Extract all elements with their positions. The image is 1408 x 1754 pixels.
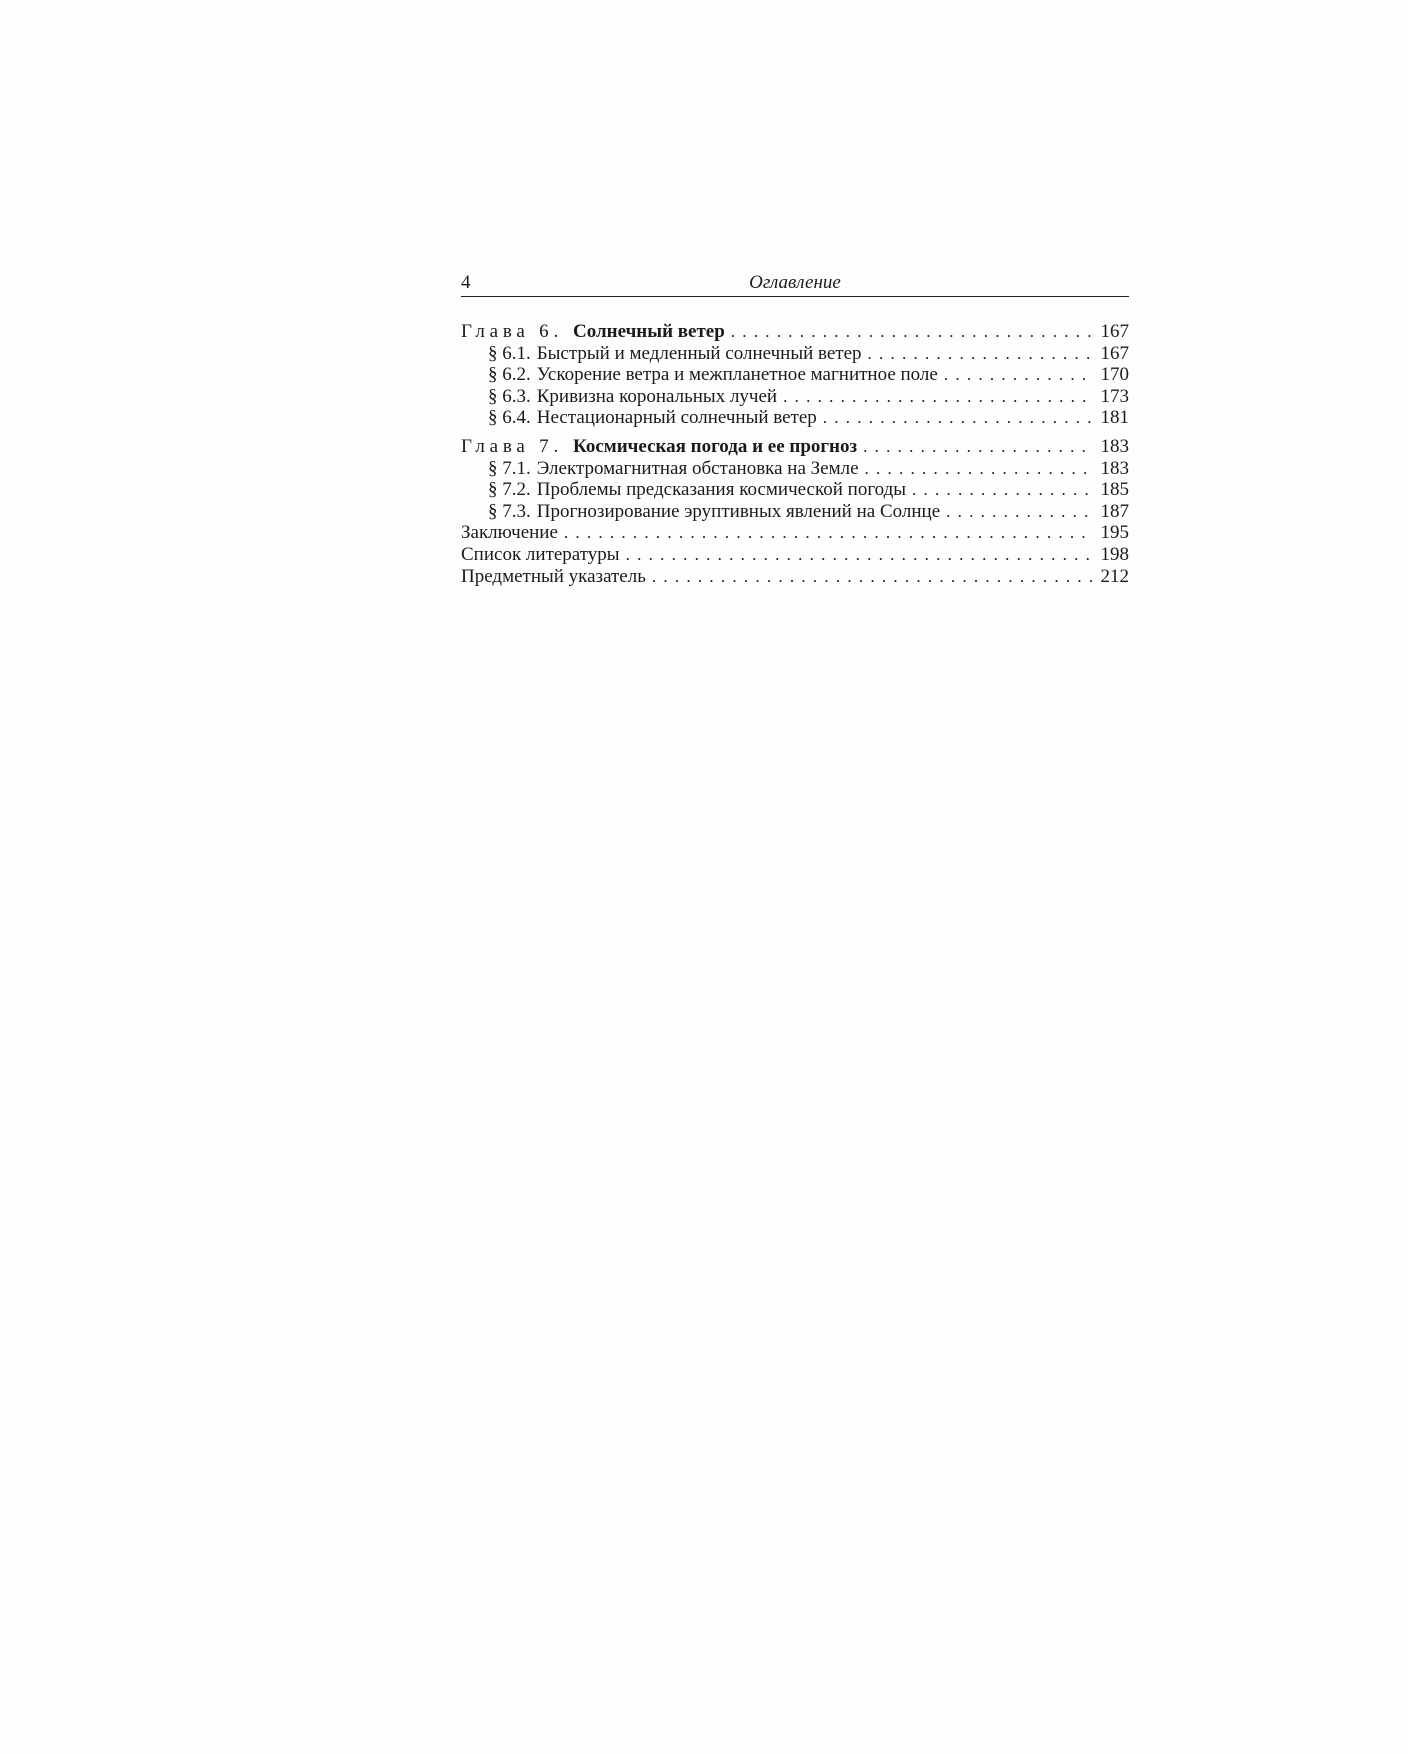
page-ref: 187 [1100, 500, 1129, 522]
dot-leader [731, 321, 1093, 343]
toc-references[interactable] [461, 544, 1129, 566]
section-number: § 6.3. [488, 385, 531, 407]
toc-section-7-3[interactable] [461, 501, 1129, 523]
page-ref: 183 [1100, 435, 1129, 457]
toc-section-6-4[interactable] [461, 407, 1129, 429]
page-ref: 195 [1100, 522, 1129, 544]
toc-section-7-2[interactable] [461, 479, 1129, 501]
page-ref: 167 [1100, 321, 1129, 342]
section-title: Быстрый и медленный солнечный ветер [536, 342, 862, 364]
book-page [461, 270, 1129, 587]
toc-chapter-7[interactable] [461, 436, 1129, 458]
page-ref: 167 [1100, 342, 1129, 364]
section-title: Электромагнитная обстановка на Земле [536, 457, 859, 479]
section-title: Ускорение ветра и межпланетное магнитное поле [536, 364, 938, 386]
toc-subject-index[interactable] [461, 566, 1129, 588]
section-title: Кривизна корональных лучей [536, 385, 778, 407]
toc-section-7-1[interactable] [461, 458, 1129, 480]
entry-title: Предметный указатель [461, 565, 646, 587]
section-number: § 6.4. [488, 407, 531, 429]
section-number: § 7.2. [488, 479, 531, 501]
page-ref: 170 [1100, 364, 1129, 386]
dot-leader [823, 407, 1093, 429]
dot-leader [863, 436, 1093, 458]
dot-leader [564, 522, 1093, 544]
section-title: Проблемы предсказания космической погоды [536, 479, 907, 501]
section-number: § 7.1. [488, 457, 531, 479]
dot-leader [652, 566, 1093, 588]
toc-section-6-2[interactable] [461, 364, 1129, 386]
toc-chapter-6[interactable] [461, 321, 1129, 343]
chapter-label: Глава 7. [461, 435, 564, 457]
dot-leader [946, 501, 1093, 523]
section-number: § 6.1. [488, 342, 531, 364]
page-ref: 181 [1100, 407, 1129, 429]
dot-leader [912, 479, 1093, 501]
running-head [461, 270, 1129, 297]
page-ref: 198 [1100, 543, 1129, 565]
page-number: 4 [461, 272, 471, 293]
toc-section-6-3[interactable] [461, 386, 1129, 408]
table-of-contents [461, 321, 1129, 587]
page-ref: 212 [1100, 565, 1129, 587]
chapter-title: Космическая погода и ее прогноз [573, 435, 858, 457]
dot-leader [865, 458, 1093, 480]
toc-conclusion[interactable] [461, 522, 1129, 544]
section-number: § 7.3. [488, 500, 531, 522]
chapter-label: Глава 6. [461, 321, 564, 342]
dot-leader [783, 386, 1093, 408]
section-title: Нестационарный солнечный ветер [536, 407, 817, 429]
chapter-title: Солнечный ветер [573, 321, 725, 342]
toc-section-6-1[interactable] [461, 343, 1129, 365]
page-ref: 185 [1100, 479, 1129, 501]
dot-leader [626, 544, 1093, 566]
entry-title: Список литературы [461, 543, 620, 565]
page-ref: 183 [1100, 457, 1129, 479]
page-ref: 173 [1100, 385, 1129, 407]
section-title: Прогнозирование эруптивных явлений на Солнце [536, 500, 941, 522]
dot-leader [944, 364, 1093, 386]
dot-leader [868, 343, 1093, 365]
running-title: Оглавление [749, 272, 841, 293]
section-number: § 6.2. [488, 364, 531, 386]
entry-title: Заключение [461, 522, 558, 544]
